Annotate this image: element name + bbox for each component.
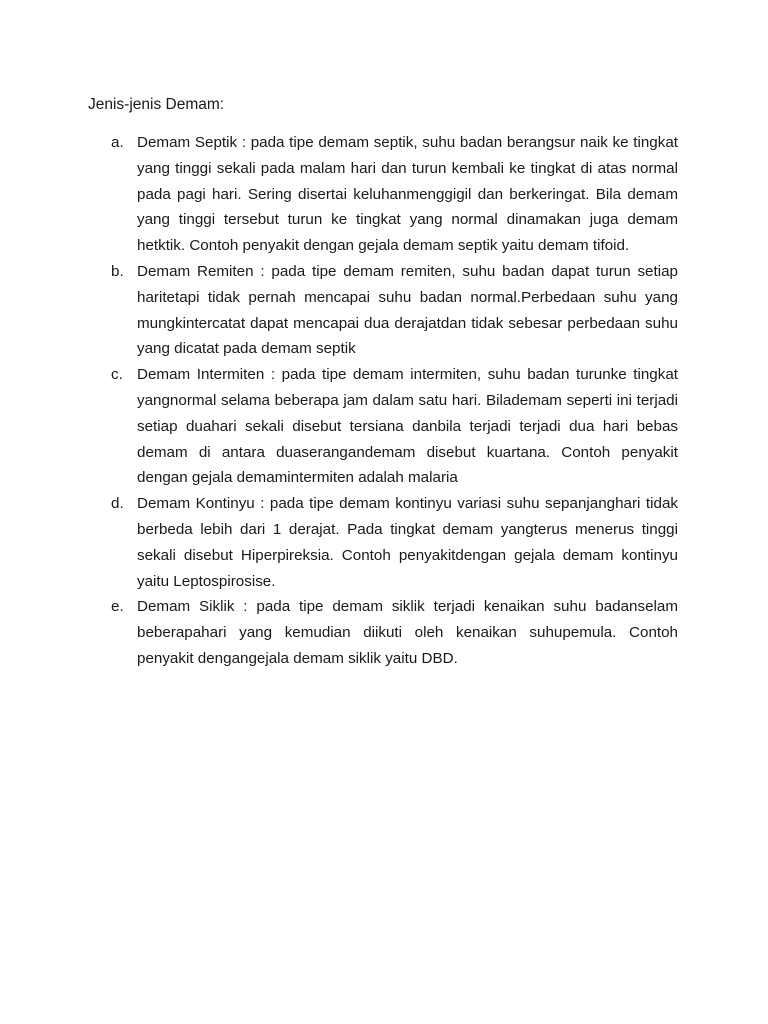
list-item-text: Demam Siklik : pada tipe demam siklik terjadi kenaikan suhu badanselam beberapahari yang kemudian diikuti oleh kenaikan suhupemula. Contoh penyakit dengangejala demam siklik yaitu DBD. <box>137 598 678 667</box>
list-item-remiten <box>88 259 678 362</box>
list-marker: e. <box>111 598 124 616</box>
list-marker: b. <box>111 262 124 280</box>
list-marker: c. <box>111 366 123 384</box>
document-heading: Jenis-jenis Demam: <box>88 96 225 113</box>
list-marker: d. <box>111 495 124 513</box>
list-item-intermiten <box>88 362 678 491</box>
list-item-text: Demam Kontinyu : pada tipe demam kontinyu variasi suhu sepanjanghari tidak berbeda lebih dari 1 derajat. Pada tingkat demam yangterus menerus tinggi sekali disebut Hiperpireksia. Contoh penyakitdengan gejala demam kontinyu yaitu Leptospirosise. <box>137 495 678 590</box>
list-item-text: Demam Intermiten : pada tipe demam intermiten, suhu badan turunke tingkat yangnormal selama beberapa jam dalam satu hari. Bilademam seperti ini terjadi setiap duahari sekali disebut tersiana danbila terjadi terjadi dua hari bebas demam di antara duaserangandemam disebut kuartana. Contoh penyakit dengan gejala demamintermiten adalah malaria <box>137 366 678 487</box>
list-item-kontinyu <box>88 491 678 594</box>
list-marker: a. <box>111 134 124 151</box>
list-item-text: Demam Septik : pada tipe demam septik, suhu badan berangsur naik ke tingkat yang tinggi sekali pada malam hari dan turun kembali ke tingkat di atas normal pada pagi hari. Sering disertai keluhanmenggigil dan berkeringat. Bila demam yang tinggi tersebut turun ke tingkat yang normal dinamakan juga demam hetktik. Contoh penyakit dengan gejala demam septik yaitu demam tifoid. <box>137 134 678 255</box>
list-item-siklik <box>88 594 678 671</box>
list-item-septik <box>88 130 678 259</box>
fever-types-list <box>88 130 678 672</box>
list-item-text: Demam Remiten : pada tipe demam remiten, suhu badan dapat turun setiap haritetapi tidak pernah mencapai suhu badan normal.Perbedaan suhu yang mungkintercatat dapat mencapai dua derajatdan tidak sebesar perbedaan suhu yang dicatat pada demam septik <box>137 262 678 358</box>
